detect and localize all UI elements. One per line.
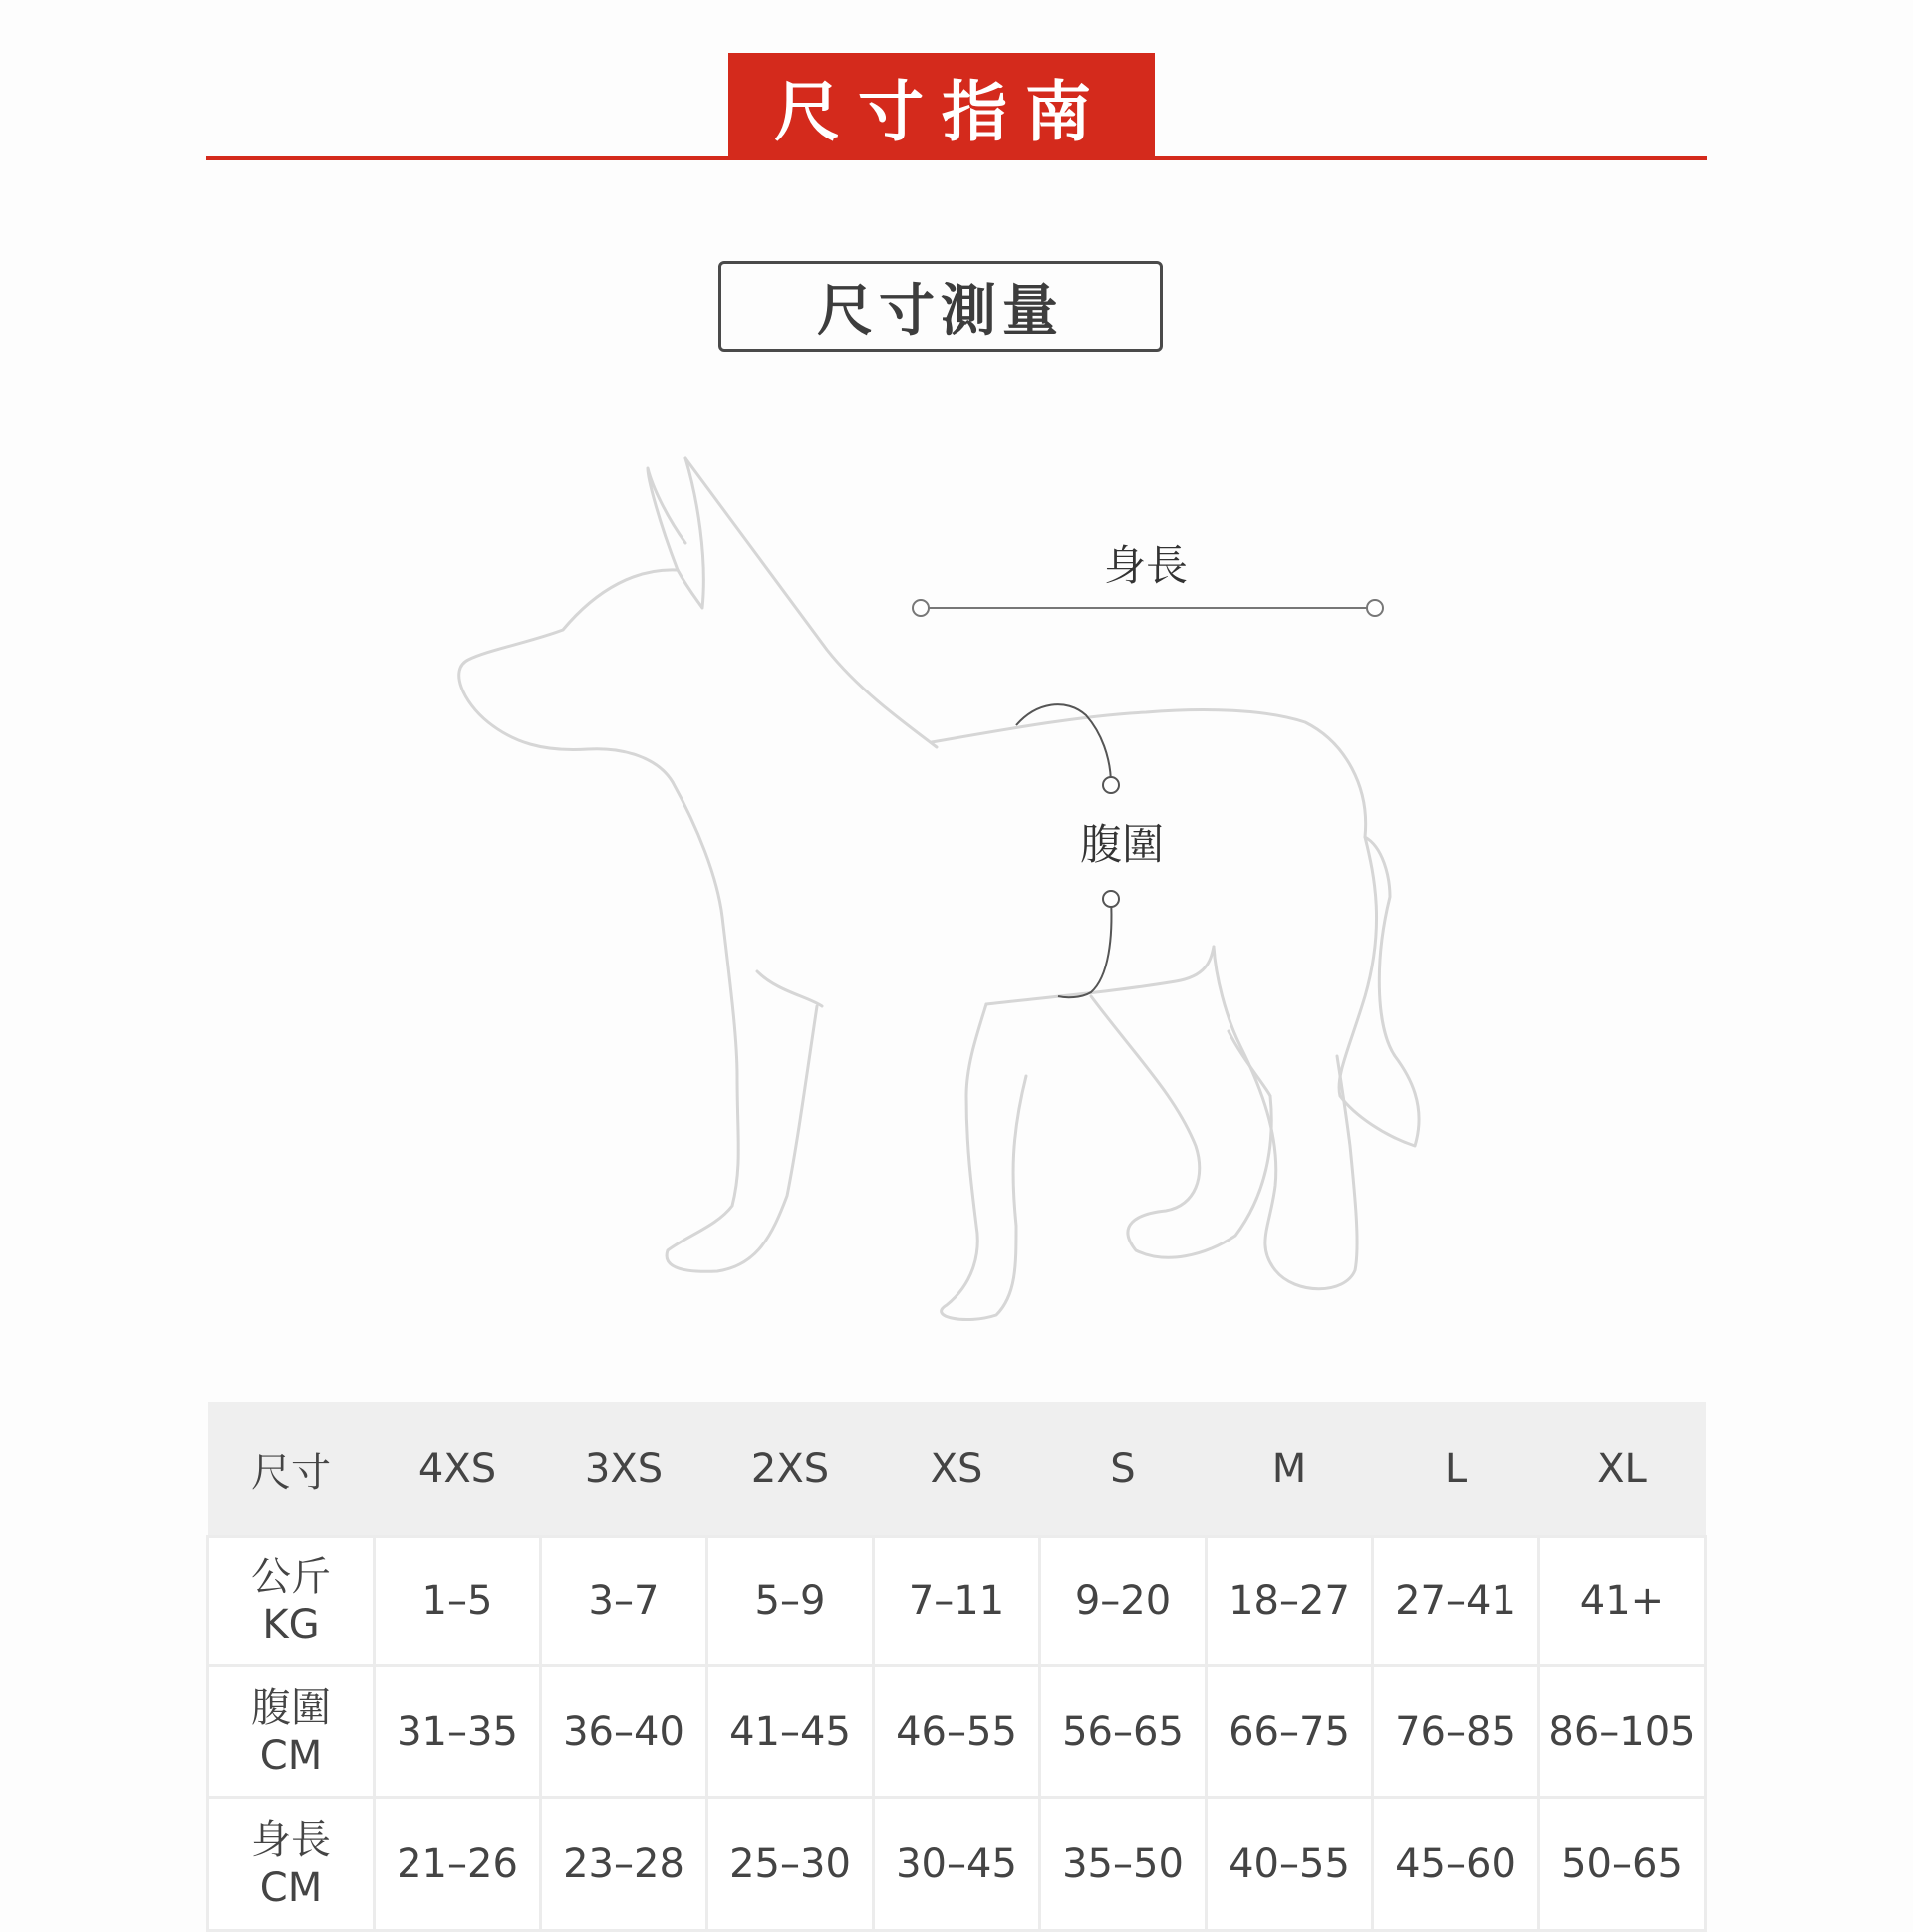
- table-cell: 40–55: [1207, 1798, 1373, 1931]
- table-row-length: [208, 1798, 1706, 1931]
- header-cell: M: [1207, 1402, 1373, 1537]
- table-cell: 1–5: [375, 1537, 541, 1666]
- page-title: 尺寸指南: [728, 53, 1155, 159]
- table-cell: 41–45: [707, 1666, 874, 1798]
- table-row-girth: [208, 1666, 1706, 1798]
- table-cell: 76–85: [1373, 1666, 1539, 1798]
- girth-label: 腹圍: [1080, 820, 1165, 869]
- table-cell: 36–40: [541, 1666, 707, 1798]
- row-header-cell: [208, 1666, 375, 1798]
- table-cell: 25–30: [707, 1798, 874, 1931]
- table-cell: 18–27: [1207, 1537, 1373, 1666]
- row-label: 公斤: [251, 1554, 331, 1600]
- table-cell: 50–65: [1539, 1798, 1706, 1931]
- header-cell: XL: [1539, 1402, 1706, 1537]
- row-unit: KG: [262, 1602, 320, 1648]
- table-cell: 46–55: [874, 1666, 1040, 1798]
- table-cell: 5–9: [707, 1537, 874, 1666]
- table-cell: 27–41: [1373, 1537, 1539, 1666]
- header-cell: XS: [874, 1402, 1040, 1537]
- header-cell: L: [1373, 1402, 1539, 1537]
- table-cell: 45–60: [1373, 1798, 1539, 1931]
- header-cell: 3XS: [541, 1402, 707, 1537]
- length-label: 身長: [1104, 541, 1189, 590]
- table-cell: 41+: [1539, 1537, 1706, 1666]
- table-cell: 3–7: [541, 1537, 707, 1666]
- table-cell: 56–65: [1040, 1666, 1207, 1798]
- measure-heading: 尺寸測量: [718, 261, 1163, 352]
- header-cell: 尺寸: [208, 1402, 375, 1537]
- table-cell: 9–20: [1040, 1537, 1207, 1666]
- table-row-weight: [208, 1537, 1706, 1666]
- table-cell: 21–26: [375, 1798, 541, 1931]
- table-header-row: [208, 1402, 1706, 1537]
- row-header-cell: [208, 1537, 375, 1666]
- size-chart-table: [206, 1402, 1707, 1932]
- header-cell: 2XS: [707, 1402, 874, 1537]
- row-unit: CM: [259, 1865, 323, 1911]
- row-label: 腹圍: [251, 1685, 331, 1731]
- table-cell: 66–75: [1207, 1666, 1373, 1798]
- row-unit: CM: [259, 1733, 323, 1779]
- header-cell: S: [1040, 1402, 1207, 1537]
- row-header-cell: [208, 1798, 375, 1931]
- length-measure-line: [913, 600, 1383, 616]
- row-label: 身長: [251, 1817, 331, 1863]
- dog-outline-illustration: [0, 428, 1913, 1345]
- table-cell: 31–35: [375, 1666, 541, 1798]
- table-cell: 7–11: [874, 1537, 1040, 1666]
- header-cell: 4XS: [375, 1402, 541, 1537]
- table-cell: 35–50: [1040, 1798, 1207, 1931]
- table-cell: 23–28: [541, 1798, 707, 1931]
- table-cell: 30–45: [874, 1798, 1040, 1931]
- table-cell: 86–105: [1539, 1666, 1706, 1798]
